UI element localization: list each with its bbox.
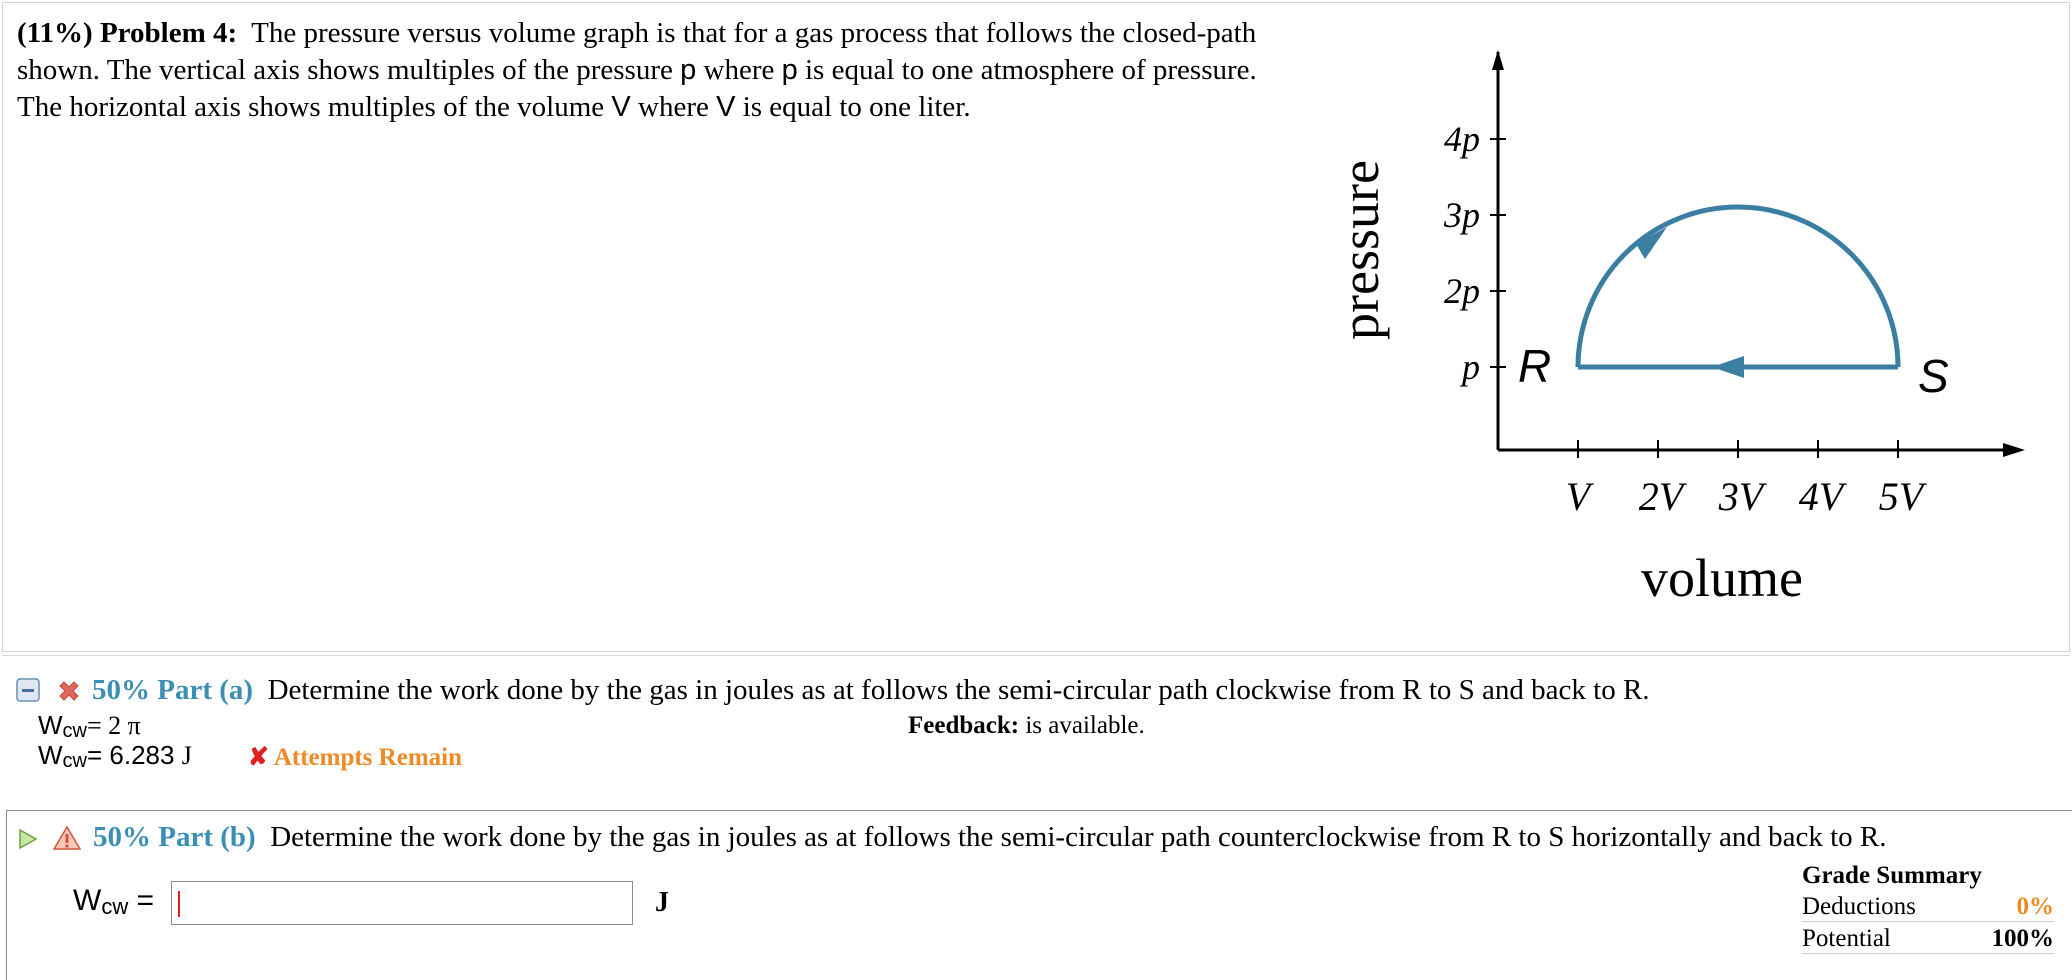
answer-symbol: W (38, 710, 63, 740)
attempts-text: Attempts Remain (273, 744, 462, 771)
deductions-label: Deductions (1802, 893, 1916, 920)
input-label (73, 884, 154, 920)
feedback-text: is available. (1019, 712, 1145, 739)
answer-unit: J (181, 741, 192, 770)
y-tick-2p: 2p (1444, 271, 1480, 311)
problem-text-5: is equal to one liter. (735, 91, 971, 123)
x-tick-4v: 4V (1798, 474, 1844, 519)
point-r-label: R (1518, 340, 1552, 392)
part-b-label[interactable]: 50% Part (b) (93, 821, 256, 853)
x-mark-icon: ✘ (248, 744, 269, 771)
x-tick-5v: 5V (1878, 474, 1924, 519)
problem-text-2: where (696, 54, 782, 86)
y-tick-4p: 4p (1444, 119, 1480, 159)
deductions-value: 0% (2016, 893, 2054, 920)
input-subscript: cw (101, 894, 129, 919)
x-axis-arrow (2003, 443, 2025, 457)
pressure-symbol: p (680, 54, 697, 86)
collapse-icon[interactable] (16, 678, 40, 702)
grade-summary (1802, 862, 2054, 954)
text-cursor (178, 891, 180, 917)
answer-subscript-2: cw (62, 750, 87, 772)
part-b-question: Determine the work done by the gas in joules as at follows the semi-circular path counterclockwise from R to S horizontally and back to R. (270, 821, 1887, 853)
x-tick-2v: 2V (1638, 474, 1684, 519)
answer-subscript: cw (62, 720, 87, 742)
y-axis-arrow (1492, 50, 1504, 70)
attempts-remain (248, 742, 462, 772)
line-direction-arrow-icon (1712, 356, 1744, 378)
potential-value: 100% (1991, 925, 2054, 952)
answer-expression: = 2 π (87, 711, 141, 740)
answer-evaluated: = 6.283 (87, 740, 175, 770)
feedback-status (908, 712, 1145, 740)
problem-title: Problem 4: (99, 17, 238, 49)
answer-unit-label: J (655, 887, 669, 918)
x-tick-v: V (1565, 474, 1591, 519)
answer-symbol-2: W (38, 740, 63, 770)
part-a-numeric-answer (38, 740, 192, 776)
expand-play-icon[interactable] (17, 827, 39, 851)
part-b-header (93, 819, 1887, 855)
part-a-question: Determine the work done by the gas in joules as at follows the semi-circular path clockwise from R to S and back to R. (267, 674, 1650, 706)
volume-symbol: V (611, 91, 631, 123)
volume-symbol-2: V (716, 91, 736, 123)
part-a-panel (2, 655, 2070, 800)
problem-text-4: where (630, 91, 717, 123)
semicircle-path (1578, 207, 1898, 367)
feedback-label: Feedback: (908, 712, 1020, 739)
potential-row (1802, 922, 2054, 954)
part-b-panel (6, 810, 2072, 980)
pressure-symbol-2: p (781, 54, 798, 86)
problem-text-3: is equal to one atmosphere of pressure. The horizontal axis shows multiples of the volume (17, 54, 1257, 123)
y-tick-p: p (1462, 347, 1480, 387)
grade-summary-title: Grade Summary (1802, 862, 1982, 889)
part-a-header (92, 672, 1650, 708)
y-tick-3p: 3p (1444, 195, 1480, 235)
answer-input[interactable] (171, 881, 633, 925)
y-axis-label: pressure (1330, 160, 1390, 340)
potential-label: Potential (1802, 925, 1891, 952)
problem-weight: (11%) (17, 17, 93, 49)
input-symbol: W (73, 884, 102, 917)
x-tick-3v: 3V (1718, 474, 1764, 519)
deductions-row (1802, 890, 2054, 922)
problem-text-1: The pressure versus volume graph is that for a gas process that follows the closed-path shown. The vertical axis shows multiples of the pressure (17, 17, 1257, 86)
problem-statement (17, 15, 1257, 126)
incorrect-icon (54, 676, 84, 706)
warning-icon (53, 825, 81, 851)
input-equals: = (128, 884, 155, 917)
part-a-label[interactable]: 50% Part (a) (92, 674, 254, 706)
pv-graph (1300, 40, 2040, 620)
point-s-label: S (1918, 350, 1949, 402)
x-axis-label: volume (1641, 548, 1803, 608)
